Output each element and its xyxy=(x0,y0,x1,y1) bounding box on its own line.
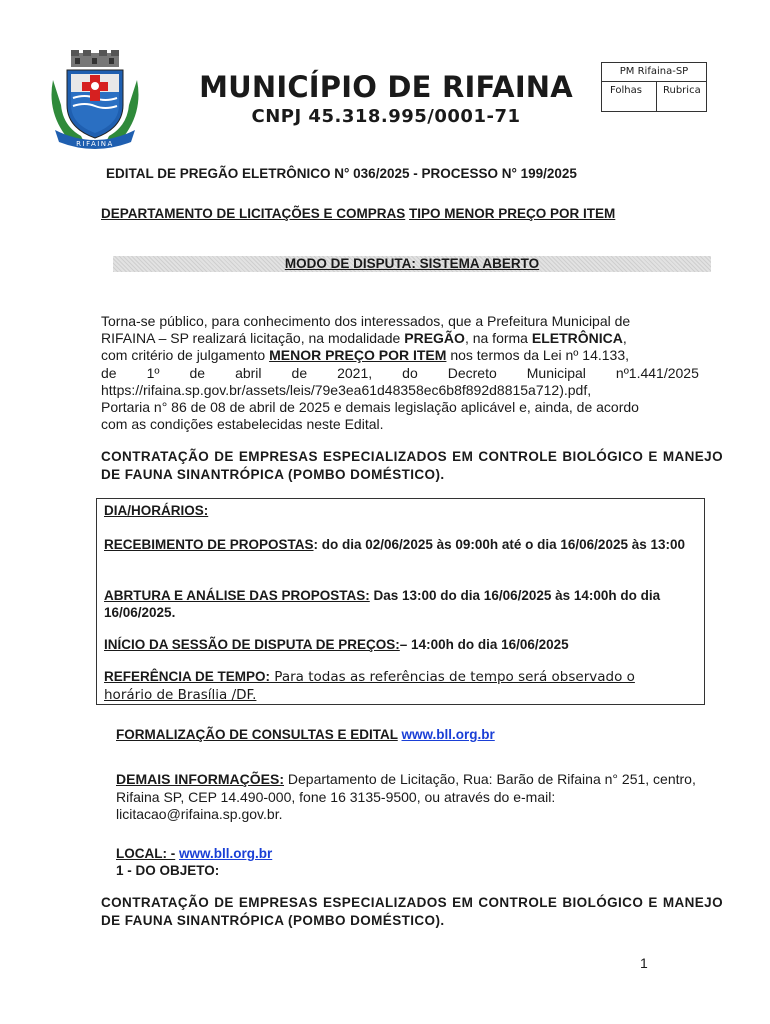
edital-title: EDITAL DE PREGÃO ELETRÔNICO N° 036/2025 - PROCESSO N° 199/2025 xyxy=(106,166,577,181)
intro-text: com critério de julgamento xyxy=(101,347,270,364)
municipal-crest-logo xyxy=(45,50,145,150)
recebimento-text: : do dia 02/06/2025 às 09:00h até o dia 16/06/2025 às 13:00 xyxy=(313,537,686,552)
municipality-title: MUNICÍPIO DE RIFAINA xyxy=(199,70,573,104)
intro-text: RIFAINA – SP realizará licitação, na modalidade xyxy=(101,330,405,347)
local-link[interactable]: www.bll.org.br xyxy=(179,846,273,861)
abertura-text: Das 13:00 do dia 16/06/2025 às 14:00h do dia 16/06/2025. xyxy=(104,588,661,620)
demais-label: DEMAIS INFORMAÇÕES: xyxy=(116,771,284,787)
intro-url: https://rifaina.sp.gov.br/assets/leis/79e3ea61d48358ec6b8f892d8815a712).pdf, xyxy=(101,381,592,398)
intro-paragraph xyxy=(101,313,699,433)
demais-informacoes xyxy=(116,771,701,824)
intro-bold: PREGÃO xyxy=(404,330,465,347)
local-block xyxy=(116,845,272,879)
intro-text: , xyxy=(622,330,627,347)
intro-word: de xyxy=(101,364,117,381)
intro-word: Decreto xyxy=(447,364,497,381)
referencia-text: Para todas as referências de tempo será observado o horário de Brasília /DF. xyxy=(104,669,635,703)
objeto-text: CONTRATAÇÃO DE EMPRESAS ESPECIALIZADOS EM CONTROLE BIOLÓGICO E MANEJO DE FAUNA SINANTRÓPICA (POMBO DOMÉSTICO). xyxy=(101,895,723,928)
referencia-label: REFERÊNCIA DE TEMPO: xyxy=(104,669,271,684)
department-name: DEPARTAMENTO DE LICITAÇÕES E COMPRAS xyxy=(101,206,406,221)
intro-line xyxy=(101,330,699,347)
intro-word: abril xyxy=(235,364,262,381)
stamp-folhas: Folhas xyxy=(602,82,657,111)
intro-word: Municipal xyxy=(526,364,586,381)
intro-word: do xyxy=(402,364,418,381)
inicio-row xyxy=(104,636,704,653)
formalizacao-line xyxy=(116,727,495,742)
intro-bold: ELETRÔNICA xyxy=(531,330,623,347)
inicio-text: – 14:00h do dia 16/06/2025 xyxy=(399,637,569,652)
formalizacao-label: FORMALIZAÇÃO DE CONSULTAS E EDITAL xyxy=(116,727,398,742)
intro-text: nos termos da Lei nº 14.133, xyxy=(446,347,629,364)
recebimento-label: RECEBIMENTO DE PROPOSTAS xyxy=(104,537,314,552)
protocol-stamp xyxy=(601,62,707,112)
intro-word: de xyxy=(291,364,308,381)
local-label: LOCAL: - xyxy=(116,846,176,861)
intro-word: de xyxy=(189,364,206,381)
referencia-row xyxy=(104,668,649,704)
abertura-row xyxy=(104,587,704,621)
intro-line: Portaria n° 86 de 08 de abril de 2025 e demais legislação aplicável e, ainda, de acordo xyxy=(101,399,639,416)
intro-line-justified xyxy=(101,365,699,382)
intro-line xyxy=(101,347,699,364)
abertura-label: ABRTURA E ANÁLISE DAS PROPOSTAS: xyxy=(104,588,370,603)
page-number: 1 xyxy=(640,955,648,971)
intro-text: Torna-se público, para conhecimento dos interessados, que a Prefeitura Municipal de xyxy=(101,313,631,329)
tipo-menor-preco: TIPO MENOR PREÇO POR ITEM xyxy=(409,206,616,221)
modo-disputa: MODO DE DISPUTA: SISTEMA ABERTO xyxy=(284,256,540,271)
crest-ribbon-text: RIFAINA xyxy=(76,140,114,148)
department-line xyxy=(101,206,615,221)
cnpj: CNPJ 45.318.995/0001-71 xyxy=(251,106,521,127)
contratacao-text: CONTRATAÇÃO DE EMPRESAS ESPECIALIZADOS EM CONTROLE BIOLÓGICO E MANEJO DE FAUNA SINANTRÓPICA (POMBO DOMÉSTICO). xyxy=(101,449,723,482)
schedule-box xyxy=(96,498,705,705)
inicio-label: INÍCIO DA SESSÃO DE DISPUTA DE PREÇOS: xyxy=(104,637,400,652)
demais-text: Departamento de Licitação, Rua: Barão de Rifaina n° 251, centro, Rifaina SP, CEP 14.490-000, fone 16 3135-9500, ou através do e-mail: licitacao@rifaina.sp.gov.br. xyxy=(116,771,696,822)
objeto-heading: 1 - DO OBJETO: xyxy=(116,863,220,878)
intro-word: 1º xyxy=(146,364,160,381)
formalizacao-link[interactable]: www.bll.org.br xyxy=(401,727,495,742)
intro-word: nº1.441/2025 xyxy=(615,364,699,381)
intro-text: , na forma xyxy=(464,330,532,347)
intro-line xyxy=(101,313,699,330)
intro-criterio: MENOR PREÇO POR ITEM xyxy=(269,347,447,364)
stamp-rubrica: Rubrica xyxy=(663,85,701,96)
intro-line: com as condições estabelecidas neste Edital. xyxy=(101,416,384,433)
schedule-heading: DIA/HORÁRIOS: xyxy=(104,503,209,518)
intro-word: 2021, xyxy=(337,364,373,381)
recebimento-row xyxy=(104,536,704,553)
stamp-title: PM Rifaina-SP xyxy=(602,63,706,82)
